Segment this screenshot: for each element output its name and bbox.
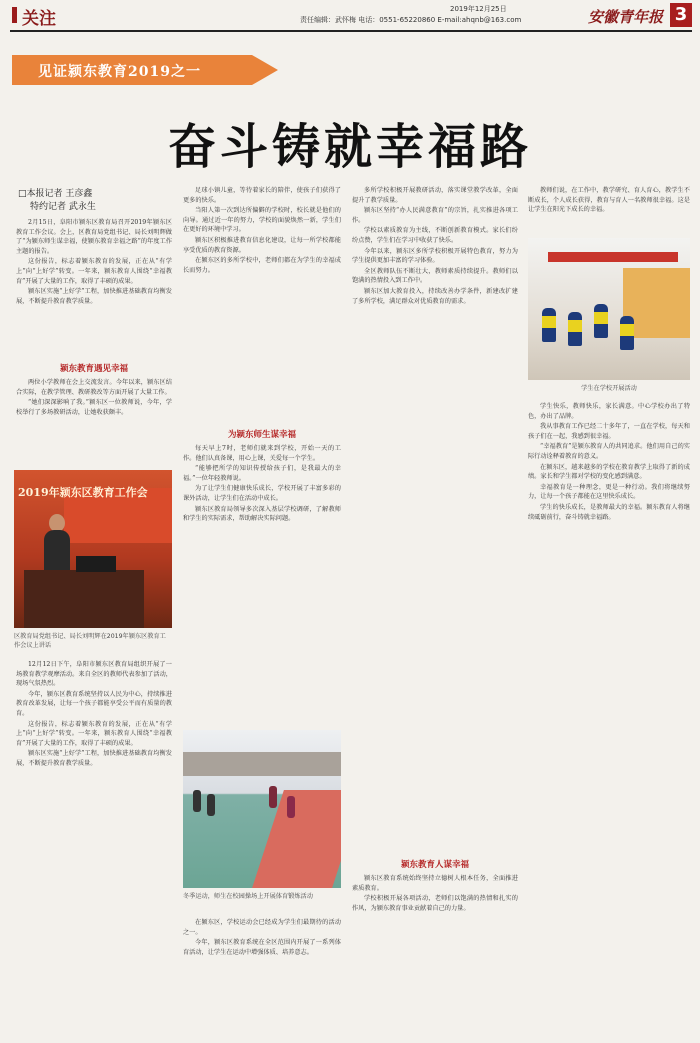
photo2-caption: 冬季运动，师生在校园操场上开展体育锻炼活动 (183, 893, 313, 900)
paragraph: “她们深深影响了我。”颍东区一位教师说，今年，学校举行了多场教研活动，让她收获颇丰。 (16, 399, 172, 416)
podium (24, 570, 144, 628)
photo-students-hallway (528, 238, 690, 380)
article-column-1-top (16, 218, 172, 356)
article-column-2-mid (183, 444, 341, 724)
paragraph: 当阳人第一次到达所偏僻的学校时，校长就是他们的向导。通过近一年的努力，学校的面貌焕然一新，学生们在更好的环境中学习。 (183, 207, 341, 234)
paragraph: 在颍东区的多所学校中，老师们都在为学生的幸福成长而努力。 (183, 257, 341, 274)
article-column-2-top (183, 186, 341, 420)
laptop-icon (76, 556, 116, 572)
article-column-1-mid (16, 378, 172, 464)
paragraph: 颍东区实施“上好学”工程，加快推进基础教育均衡发展，不断提升教育教学质量。 (16, 288, 172, 305)
article-column-4-bottom (528, 402, 690, 1032)
byline-correspondent: 特约记者 武永生 (30, 202, 96, 212)
student-figure (269, 786, 277, 808)
section-mark (12, 7, 17, 23)
paragraph: 学校以素质教育为主线，不断创新教育模式。家长们纷纷点赞，学生们在学习中收获了快乐。 (352, 227, 518, 244)
paragraph: 教师们说，在工作中，教学研究、育人育心，教学生不断成长，个人成长获得，教育与育人一名教师很幸福。这是让学生在阳光下成长的幸福。 (528, 187, 690, 214)
paragraph: 幸福教育是一种理念，更是一种行动。我们将继续努力，让每一个孩子都能在这里快乐成长。 (528, 483, 690, 501)
safety-vest (568, 320, 582, 332)
paragraph: 颍东区加大教育投入，持续改善办学条件，新建改扩建了多所学校，满足群众对优质教育的需求。 (352, 287, 518, 305)
photo-conference-speaker (14, 470, 172, 628)
page-number: 3 (670, 3, 692, 27)
paragraph: 多所学校积极开展教研活动，落实课堂教学改革，全面提升了教学质量。 (352, 187, 518, 204)
paragraph: 为了让学生们健康快乐成长，学校开展了丰富多彩的课外活动，让学生们在活动中成长。 (183, 485, 341, 502)
paragraph: 足球小镇儿童，等待着家长的陪伴，使孩子们获得了更多的快乐。 (183, 187, 341, 204)
paragraph: 颍东区实施“上好学”工程，加快推进基础教育均衡发展，不断提升教育教学质量。 (16, 750, 172, 767)
article-column-1-bottom (16, 660, 172, 1032)
school-building (183, 752, 341, 776)
masthead-rule (10, 30, 692, 32)
photo1-caption: 区教育局党组书记、局长刘明辉在2019年颍东区教育工作会议上讲话 (14, 633, 166, 649)
byline-reporter: □本报记者 王彦鑫 (18, 189, 93, 199)
paragraph: “幸福教育”是颍东教育人的共同追求。他们用自己的实际行动诠释着教育的意义。 (528, 443, 690, 460)
paragraph: 我从事教育工作已经二十多年了，一直在学校，每天和孩子们在一起，我感到很幸福。 (528, 423, 690, 440)
paragraph: 颍东区积极推进教育信息化建设，让每一所学校都能享受优质的教育资源。 (183, 236, 341, 254)
safety-vest (594, 312, 608, 324)
newspaper-logo: 安徽青年报 (588, 8, 664, 26)
student-figure (207, 794, 215, 816)
paragraph: 学校积极开展各项活动，老师们以饱满的热情和扎实的作风，为颍东教育事业贡献着自己的力量。 (352, 895, 518, 912)
headline: 奋斗铸就幸福路 (167, 119, 532, 175)
issue-date: 2019年12月25日 (450, 5, 507, 13)
banner-arrow-icon (252, 55, 278, 85)
safety-vest (620, 324, 634, 336)
subhead-2: 为颍东师生谋幸福 (227, 430, 296, 440)
paragraph: 颍东区教育系统始终坚持立德树人根本任务，全面推进素质教育。 (352, 875, 518, 892)
article-column-3-bottom (352, 874, 518, 1032)
article-column-3 (352, 186, 518, 850)
paragraph: 学生快乐，教师快乐，家长满意。中心学校办出了特色，办出了品牌。 (528, 403, 690, 420)
subhead-1: 颍东教育遇见幸福 (59, 364, 128, 374)
paragraph: 每天早上7时，老师们就来到学校，开始一天的工作。他们认真备课，用心上课，关爱每一个学生。 (183, 445, 341, 462)
paragraph: 12月12日下午，阜阳市颍东区教育局组织开展了一场教育教学观摩活动。来自全区的教师代表参加了活动，现场气氛热烈。 (16, 661, 172, 688)
series-banner-text: 见证颍东教育2019之一 (38, 64, 201, 80)
paragraph: 在颍东区，学校运动会已经成为学生们最期待的活动之一。 (183, 919, 341, 936)
paragraph: 这份报告，标志着颍东教育的发展，正在从“有学上”向“上好学”转变。一年来，颍东教育人围绕“幸福教育”开展了大量的工作，取得了丰硕的成果。 (16, 258, 172, 285)
article-column-4-top (528, 186, 690, 234)
photo3-caption: 学生在学校开展活动 (581, 385, 637, 392)
paragraph: 这份报告，标志着颍东教育的发展，正在从“有学上”向“上好学”转变。一年来，颍东教育人围绕“幸福教育”开展了大量的工作，取得了丰硕的成果。 (16, 720, 172, 747)
paragraph: 2月15日，阜阳市颍东区教育局召开2019年颍东区教育工作会议。会上，区教育局党组书记、局长刘明辉做了“为颍东师生谋幸福，使颍东教育幸福之路”的年度工作主题的报告。 (16, 219, 172, 255)
paragraph: 两位小学教师在会上交流发言。今年以来，颍东区结合实际，在教学管理、教研教改等方面开展了大量工作。 (16, 379, 172, 396)
contact-line: 责任编辑：武怀梅 电话：0551-65220860 E-mail:ahqnb@163.com (300, 16, 522, 24)
paragraph: 今年，颍东区教育系统坚持以人民为中心，持续推进教育改革发展，让每一个孩子都能享受公平而有质量的教育。 (16, 690, 172, 717)
paragraph: “能够把所学的知识传授给孩子们，是我最大的幸福。”一位年轻教师说。 (183, 465, 341, 482)
paragraph: 全区教师队伍不断壮大，教师素质持续提升。教师们以饱满的热情投入到工作中。 (352, 267, 518, 285)
student-figure (193, 790, 201, 812)
photo-playground-students (183, 730, 341, 888)
safety-vest (542, 316, 556, 328)
paragraph: 在颍东区，越来越多的学校在教育教学上取得了新的成绩。家长和学生都对学校的变化感到满意。 (528, 463, 690, 481)
photo-inset-title: 2019年颍东区教育工作会 (18, 486, 148, 499)
paragraph: 学生的快乐成长，是教师最大的幸福。颍东教育人将继续砥砺前行，奋斗铸就幸福路。 (528, 503, 690, 521)
section-label: 关注 (22, 9, 56, 29)
subhead-3: 颍东教育人谋幸福 (400, 860, 469, 870)
paragraph: 颍东区教育局领导多次深入基层学校调研，了解教师和学生的实际需求，帮助解决实际问题。 (183, 505, 341, 523)
paragraph: 颍东区坚持“办人民满意教育”的宗旨，扎实推进各项工作。 (352, 207, 518, 224)
article-column-2-bottom (183, 918, 341, 1032)
wall-banner (548, 252, 678, 262)
paragraph: 今年，颍东区教育系统在全区范围内开展了一系列体育活动，让学生在运动中增强体质、培养意志。 (183, 939, 341, 956)
running-track (252, 790, 341, 888)
paragraph: 今年以来，颍东区多所学校积极开展特色教育，努力为学生提供更加丰富的学习体验。 (352, 247, 518, 265)
student-figure (287, 796, 295, 818)
